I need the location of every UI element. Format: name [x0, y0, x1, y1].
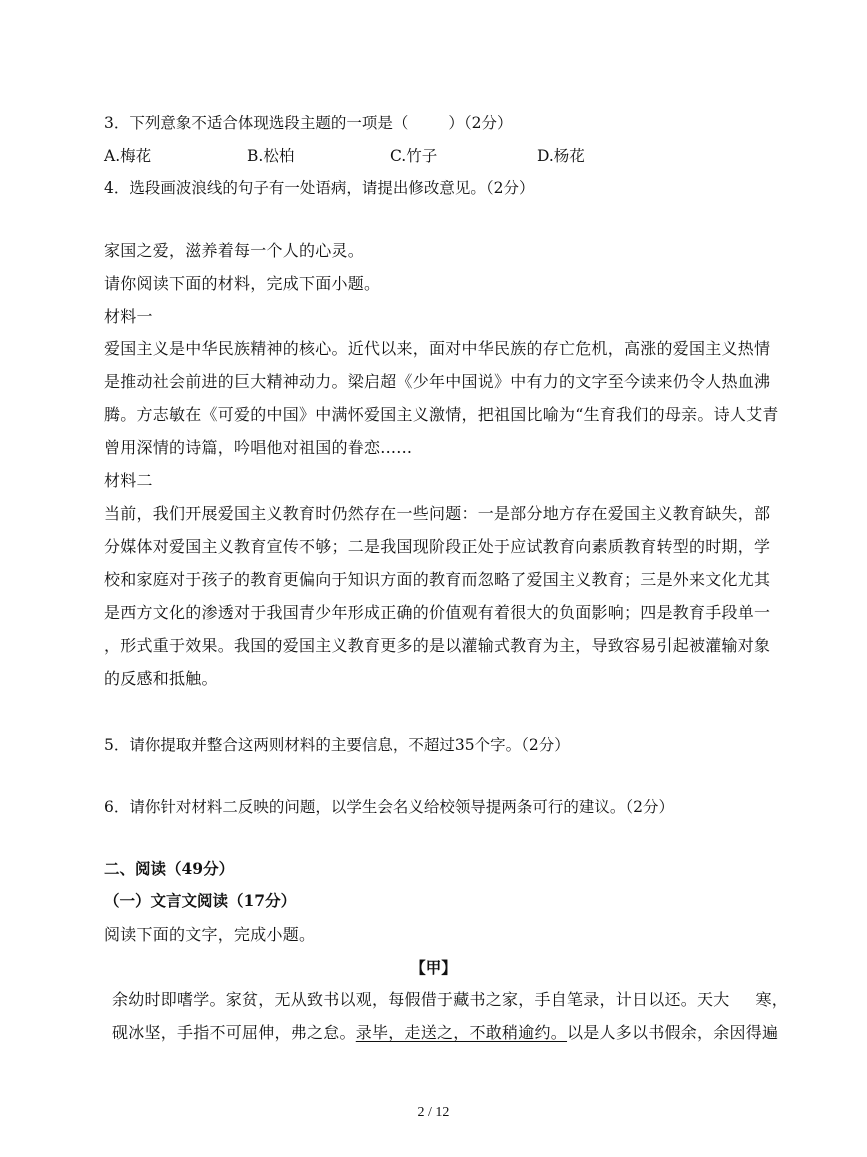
- material-2-line: 是西方文化的渗透对于我国青少年形成正确的价值观有着很大的负面影响；四是教育手段单一: [104, 603, 771, 622]
- section-heading: 二、阅读（49分）: [104, 859, 235, 878]
- question-6: 6．请你针对材料二反映的问题，以学生会名义给校领导提两条可行的建议。（2分）: [104, 798, 674, 816]
- material-1-line: 曾用深情的诗篇，吟唱他对祖国的眷恋......: [104, 438, 413, 457]
- material-1-line: 爱国主义是中华民族精神的核心。近代以来，面对中华民族的存亡危机，高涨的爱国主义热情: [104, 339, 771, 358]
- passage-line: 余幼时即嗜学。家贫，无从致书以观，每假借于藏书之家，手自笔录，计日以还。天大 寒，: [112, 990, 789, 1009]
- material-2-line: 当前，我们开展爱国主义教育时仍然存在一些问题：一是部分地方存在爱国主义教育缺失，部: [104, 504, 771, 523]
- option-a: A.梅花: [104, 147, 152, 165]
- material-2-line: 分媒体对爱国主义教育宣传不够；二是我国现阶段正处于应试教育向素质教育转型的时期，学: [104, 537, 771, 556]
- question-5: 5．请你提取并整合这两则材料的主要信息，不超过35个字。（2分）: [104, 736, 570, 754]
- material-1-line: 腾。方志敏在《可爱的中国》中满怀爱国主义激情，把祖国比喻为“生育我们的母亲。诗人艾青: [104, 405, 779, 424]
- passage-line: 砚冰坚，手指不可屈伸，弗之怠。录毕，走送之，不敢稍逾约。以是人多以书假余，余因得遍: [112, 1023, 779, 1042]
- page-number: 2 / 12: [417, 1105, 450, 1120]
- question-4: 4．选段画波浪线的句子有一处语病，请提出修改意见。（2分）: [104, 179, 535, 197]
- intro-line: 家国之爱，滋养着每一个人的心灵。: [104, 241, 365, 260]
- intro-line: 请你阅读下面的材料，完成下面小题。: [104, 274, 381, 293]
- underlined-sentence: 录毕，走送之，不敢稍逾约。: [355, 1023, 568, 1042]
- material-2-line: 校和家庭对于孩子的教育更偏向于知识方面的教育而忽略了爱国主义教育；三是外来文化尤其: [104, 570, 771, 589]
- question-3-stem: 3．下列意象不适合体现选段主题的一项是（ ）（2分）: [104, 114, 513, 132]
- reading-instruction: 阅读下面的文字，完成小题。: [104, 925, 316, 944]
- option-b: B.松柏: [247, 147, 295, 165]
- material-1-title: 材料一: [104, 307, 153, 326]
- subsection-heading: （一）文言文阅读（17分）: [104, 891, 297, 910]
- material-2-line: 的反感和抵触。: [104, 669, 218, 688]
- material-1-line: 是推动社会前进的巨大精神动力。梁启超《少年中国说》中有力的文字至今读来仍令人热血沸: [104, 372, 771, 391]
- option-d: D.杨花: [537, 147, 585, 165]
- material-2-title: 材料二: [104, 471, 153, 490]
- option-c: C.竹子: [390, 147, 438, 165]
- material-2-line: ，形式重于效果。我国的爱国主义教育更多的是以灌输式教育为主，导致容易引起被灌输对象: [104, 636, 771, 655]
- passage-label: 【甲】: [410, 958, 457, 977]
